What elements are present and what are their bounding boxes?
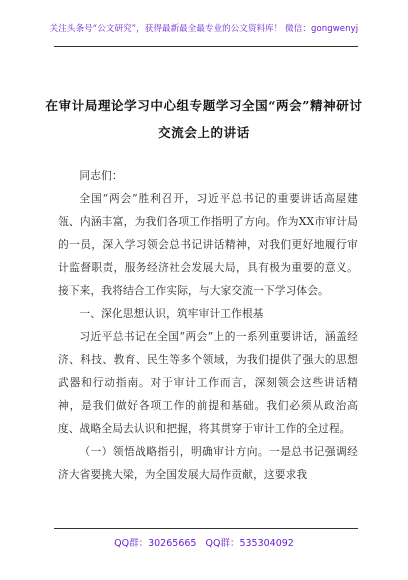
footer-qq-group-1: QQ群：30265665 — [114, 538, 197, 549]
paragraph-intro: 全国“两会”胜利召开，习近平总书记的重要讲话高屋建瓴、内涵丰富，为我们各项工作指明了方向。作为XX市审计局的一员，深入学习领会总书记讲话精神，对我们更好地履行审计监督职责，服务经济社会发展大局，具有极为重要的意义。接下来，我将结合工作实际，与大家交流一下学习体会。 — [58, 192, 358, 297]
section-heading-1: 一、深化思想认识，筑牢审计工作根基 — [79, 307, 264, 320]
header-banner: 关注头条号“公文研究”，获得最新最全最专业的公文资料库！ 微信：gongwenyj — [49, 24, 359, 34]
header-divider — [54, 46, 358, 47]
paragraph-section-1: 习近平总书记在全国“两会”上的一系列重要讲话，涵盖经济、科技、教育、民生等多个领域，为我们提供了强大的思想武器和行动指南。对于审计工作而言，深刻领会这些讲话精神，是我们做好各项工作的前提和基础。我们必须从政治高度、战略全局去认识和把握，将其贯穿于审计工作的全过程。 — [58, 330, 358, 435]
salutation: 同志们： — [79, 169, 123, 182]
footer — [0, 535, 408, 549]
document-title-line-1: 在审计局理论学习中心组专题学习全国“两会”精神研讨 — [45, 98, 363, 113]
paragraph-subsection-1: （一）领悟战略指引，明确审计方向。一是总书记强调经济大省要挑大梁，为全国发展大局作贡献，这要求我 — [58, 445, 358, 481]
footer-divider — [54, 528, 358, 529]
document-body — [58, 164, 358, 486]
footer-qq-group-2: QQ群：535304092 — [205, 538, 294, 549]
document-title-line-2: 交流会上的讲话 — [158, 125, 250, 140]
